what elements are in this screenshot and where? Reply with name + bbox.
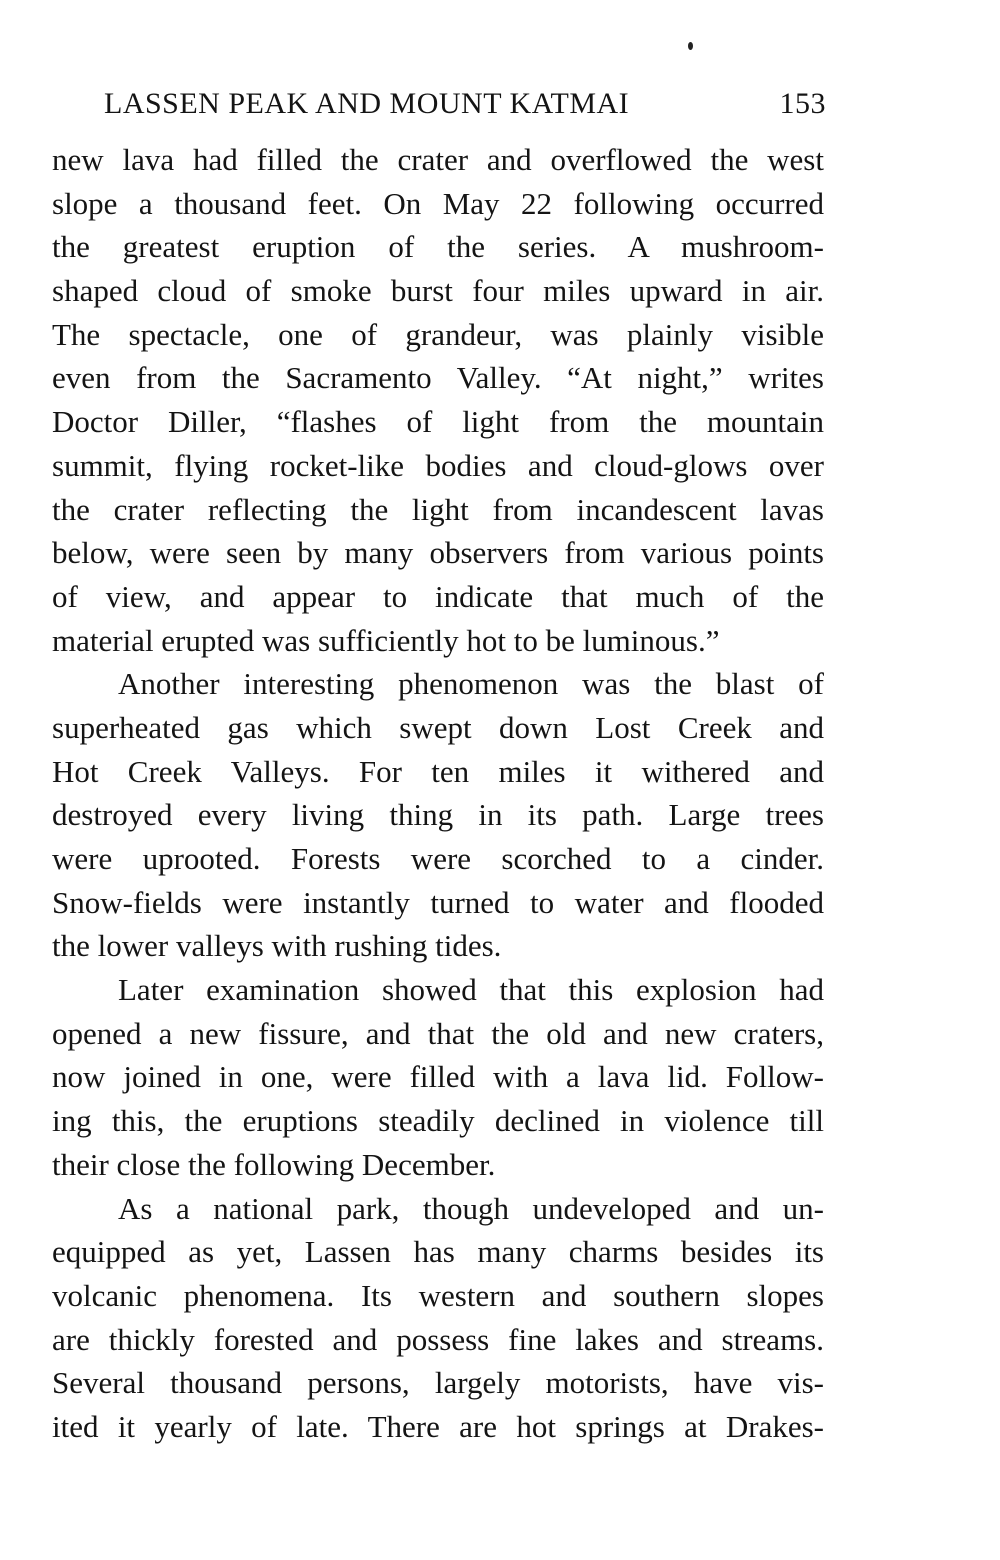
text-line: slope a thousand feet. On May 22 following occurred [52, 185, 824, 221]
text-line: even from the Sacramento Valley. “At night,” writes [52, 360, 824, 396]
text-line: As a national park, though undeveloped and un- [118, 1190, 824, 1226]
text-line: new lava had filled the crater and overflowed the west [52, 142, 824, 177]
text-line: the lower valleys with rushing tides. [52, 928, 502, 964]
text-line: equipped as yet, Lassen has many charms besides its [52, 1234, 824, 1270]
text-line: destroyed every living thing in its path. Large trees [52, 797, 824, 833]
paragraph [52, 662, 824, 968]
text-line: opened a new fissure, and that the old and new craters, [52, 1015, 824, 1051]
body-text [52, 138, 824, 1449]
paragraph [52, 968, 824, 1186]
text-line: The spectacle, one of grandeur, was plainly visible [52, 316, 824, 352]
text-line: material erupted was sufficiently hot to be luminous.” [52, 622, 720, 658]
text-line: Several thousand persons, largely motorists, have vis- [52, 1365, 824, 1401]
text-line: their close the following December. [52, 1146, 496, 1182]
page-header [104, 80, 826, 128]
ink-speck [688, 42, 693, 50]
text-line: now joined in one, were filled with a lava lid. Follow- [52, 1059, 824, 1095]
text-line: are thickly forested and possess fine lakes and streams. [52, 1321, 824, 1357]
text-line: were uprooted. Forests were scorched to a cinder. [52, 841, 824, 876]
text-line: Doctor Diller, “flashes of light from the mountain [52, 404, 824, 440]
text-line: summit, flying rocket-like bodies and cloud-glows over [52, 447, 824, 483]
text-line: the crater reflecting the light from incandescent lavas [52, 491, 824, 527]
text-line: Hot Creek Valleys. For ten miles it withered and [52, 753, 824, 789]
text-line: Later examination showed that this explosion had [118, 972, 824, 1008]
paragraph [52, 138, 824, 662]
text-line: of view, and appear to indicate that much of the [52, 578, 824, 614]
paragraph [52, 1187, 824, 1449]
running-head: LASSEN PEAK AND MOUNT KATMAI [104, 87, 630, 120]
text-line: below, were seen by many observers from various points [52, 535, 824, 571]
text-line: Another interesting phenomenon was the blast of [118, 666, 824, 702]
text-line: ited it yearly of late. There are hot springs at Drakes- [52, 1408, 824, 1444]
text-line: ing this, the eruptions steadily declined in violence till [52, 1103, 824, 1139]
text-line: superheated gas which swept down Lost Creek and [52, 709, 824, 745]
text-line: shaped cloud of smoke burst four miles upward in air. [52, 273, 824, 309]
text-line: the greatest eruption of the series. A mushroom- [52, 229, 824, 265]
page-number: 153 [779, 87, 826, 120]
text-line: volcanic phenomena. Its western and southern slopes [52, 1277, 824, 1313]
text-line: Snow-fields were instantly turned to water and flooded [52, 884, 824, 920]
